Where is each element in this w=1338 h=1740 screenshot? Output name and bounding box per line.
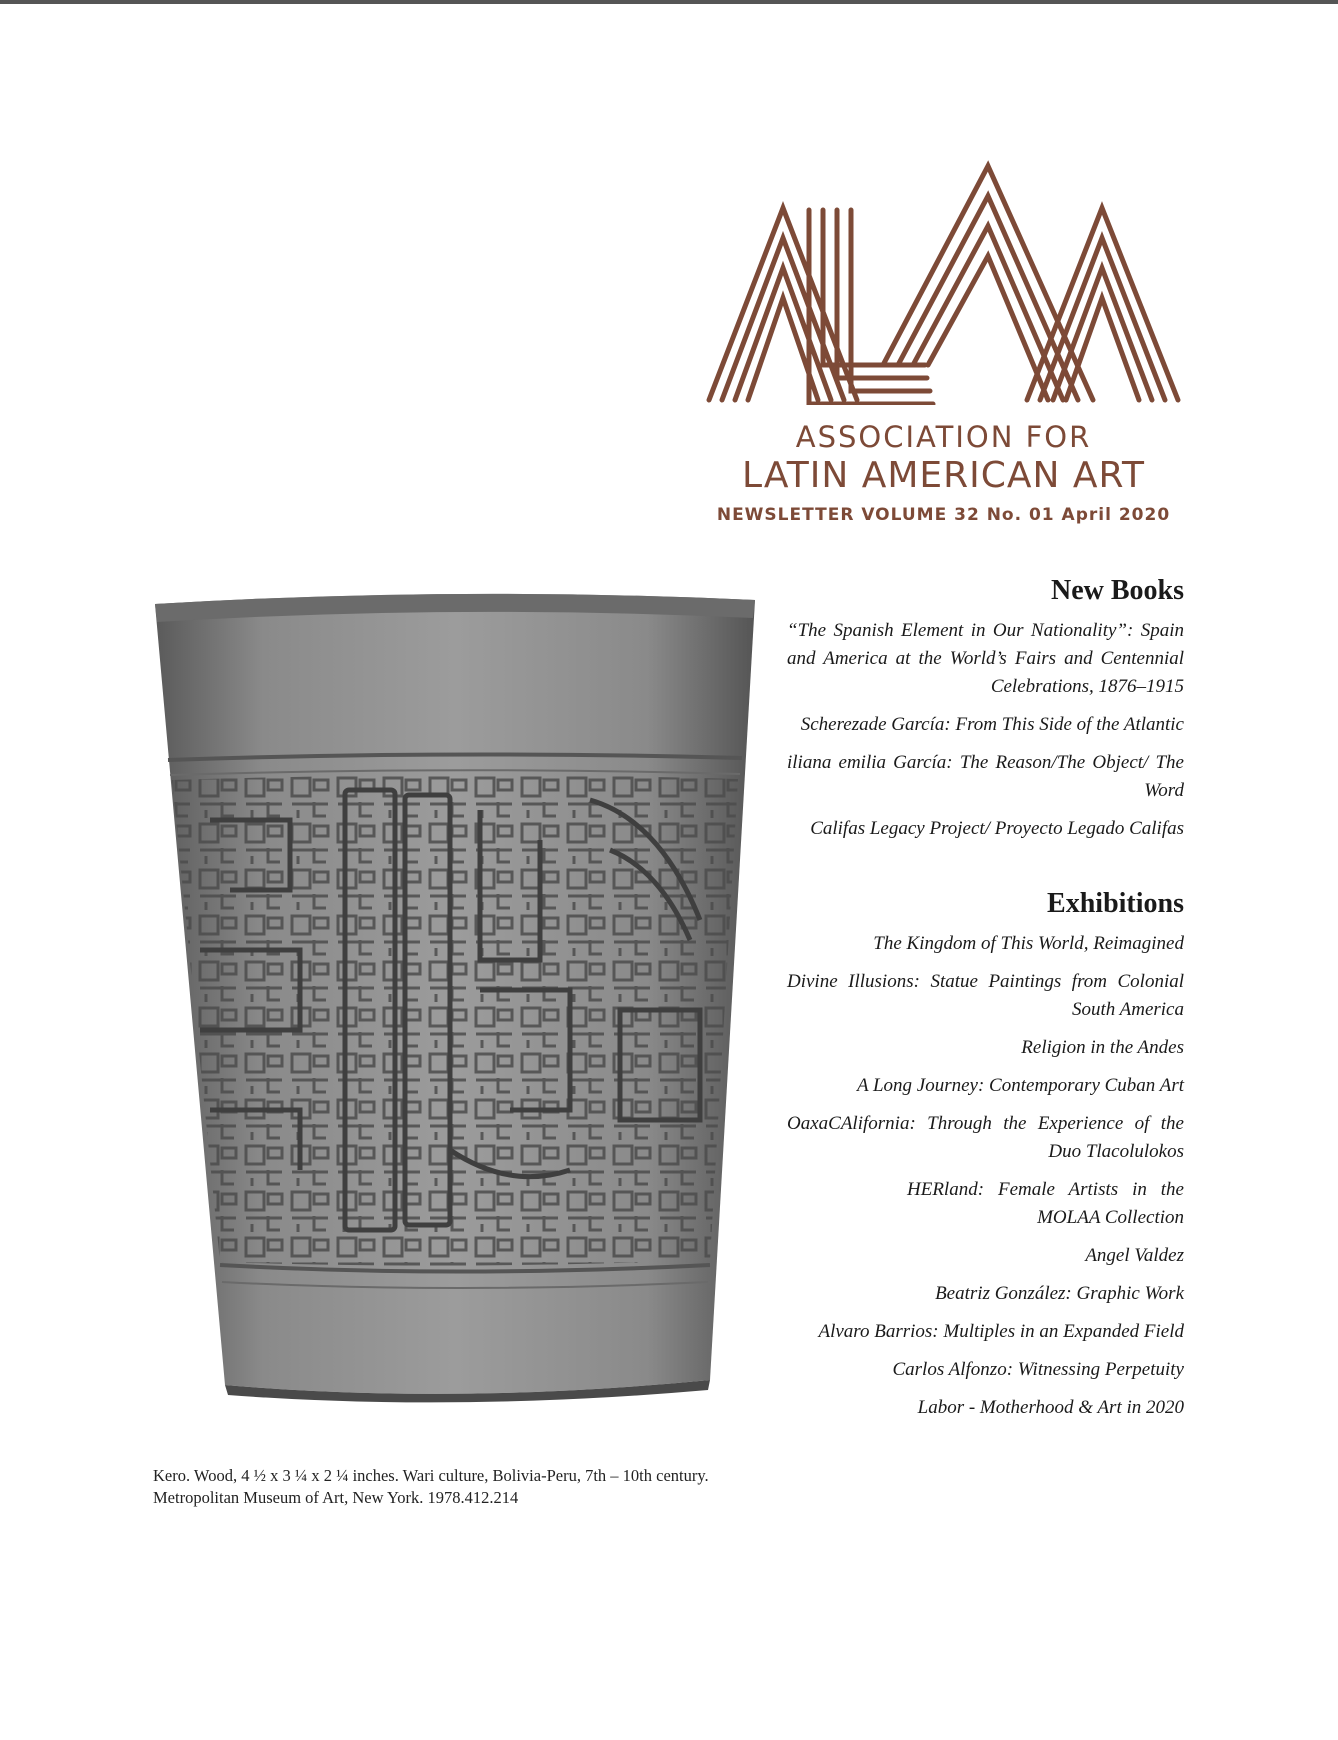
- list-item: Califas Legacy Project/ Proyecto Legado Califas: [810, 818, 1184, 839]
- new-books-list: [787, 617, 1184, 843]
- list-item: Scherezade García: From This Side of the Atlantic: [800, 714, 1184, 735]
- kero-vessel-photo: [150, 590, 760, 1410]
- list-item: The Kingdom of This World, Reimagined: [873, 933, 1184, 954]
- new-books-heading: New Books: [1050, 575, 1184, 606]
- list-item: Religion in the Andes: [1021, 1037, 1184, 1058]
- alaa-logo: [705, 160, 1182, 405]
- list-item: Alvaro Barrios: Multiples in an Expanded Field: [818, 1321, 1184, 1342]
- new-books-section: [787, 575, 1184, 853]
- image-caption: Kero. Wood, 4 ½ x 3 ¼ x 2 ¼ inches. Wari culture, Bolivia-Peru, 7th – 10th century. Metropolitan Museum of Art, New York. 1978.412.214: [153, 1466, 709, 1507]
- newsletter-volume: NEWSLETTER VOLUME 32 No. 01 April 2020: [716, 505, 1171, 525]
- exhibitions-heading: Exhibitions: [1047, 888, 1184, 919]
- org-name-line1: ASSOCIATION FOR: [795, 420, 1092, 454]
- list-item: A Long Journey: Contemporary Cuban Art: [856, 1075, 1184, 1096]
- list-item: Divine Illusions: Statue Paintings from Colonial South America: [787, 971, 1184, 1020]
- list-item: HERland: Female Artists in the MOLAA Collection: [907, 1179, 1184, 1228]
- org-name-line2: LATIN AMERICAN ART: [742, 455, 1145, 496]
- list-item: Carlos Alfonzo: Witnessing Perpetuity: [892, 1359, 1184, 1380]
- list-item: iliana emilia García: The Reason/The Object/ The Word: [787, 752, 1184, 801]
- list-item: Angel Valdez: [1085, 1245, 1184, 1266]
- exhibitions-list: [787, 930, 1184, 1422]
- list-item: OaxaCAlifornia: Through the Experience of the Duo Tlacolulokos: [787, 1113, 1184, 1162]
- list-item: Labor - Motherhood & Art in 2020: [917, 1397, 1184, 1418]
- exhibitions-section: [787, 888, 1184, 1432]
- list-item: “The Spanish Element in Our Nationality”: Spain and America at the World’s Fairs and Centennial Celebrations, 1876–1915: [787, 620, 1184, 697]
- page-top-border: [0, 0, 1338, 4]
- list-item: Beatriz González: Graphic Work: [935, 1283, 1184, 1304]
